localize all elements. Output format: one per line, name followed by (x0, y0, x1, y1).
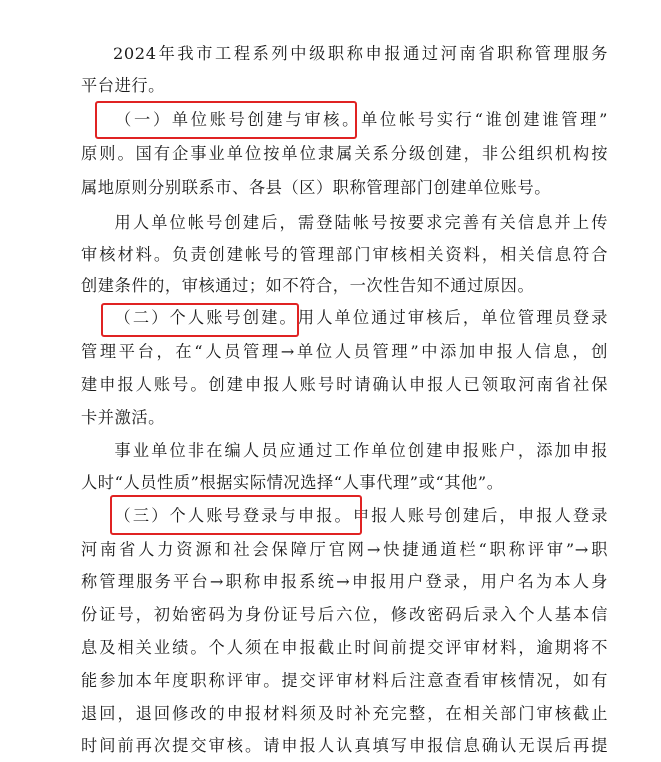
section-heading-3: （三）个人账号登录与申报。 (113, 506, 353, 525)
paragraph-6-line-4: 份证号，初始密码为身份证号后六位，修改密码后录入个人基本信 (81, 605, 608, 624)
paragraph-3-line-2: 审核材料。负责创建帐号的管理部门审核相关资料，相关信息符合 (81, 245, 608, 264)
paragraph-6-line-1: （三）个人账号登录与申报。申报人账号创建后，申报人登录 (113, 506, 608, 525)
paragraph-4-line-1: （二）个人账号创建。用人单位通过审核后，单位管理员登录 (113, 308, 609, 327)
paragraph-1-line-1: 2024年我市工程系列中级职称申报通过河南省职称管理服务 (113, 44, 608, 63)
paragraph-1-line-2: 平台进行。 (81, 76, 165, 95)
section-heading-1: （一）单位账号创建与审核。 (113, 110, 362, 129)
paragraph-3-line-1: 用人单位帐号创建后，需登陆帐号按要求完善有关信息并上传 (113, 213, 608, 232)
section-heading-2: （二）个人账号创建。 (113, 308, 298, 327)
paragraph-6-line-5: 息及相关业绩。个人须在申报截止时间前提交评审材料，逾期将不 (81, 638, 608, 657)
paragraph-4-line-2: 管理平台，在“人员管理→单位人员管理”中添加申报人信息，创 (81, 342, 608, 361)
paragraph-6-line-3: 称管理服务平台→职称申报系统→申报用户登录，用户名为本人身 (81, 572, 608, 591)
paragraph-4-line-3: 建申报人账号。创建申报人账号时请确认申报人已领取河南省社保 (81, 375, 608, 394)
paragraph-4-line-4: 卡并激活。 (81, 408, 165, 427)
paragraph-6-line-6: 能参加本年度职称评审。提交评审材料后注意查看审核情况，如有 (81, 671, 608, 690)
paragraph-5-line-1: 事业单位非在编人员应通过工作单位创建申报账户，添加申报 (113, 441, 608, 460)
paragraph-6-line-2: 河南省人力资源和社会保障厅官网→快捷通道栏“职称评审”→职 (81, 540, 608, 559)
paragraph-2-line-1: （一）单位账号创建与审核。单位帐号实行“谁创建谁管理” (113, 110, 608, 129)
paragraph-6-line-8: 时间前再次提交审核。请申报人认真填写申报信息确认无误后再提 (81, 736, 608, 755)
paragraph-6-line-7: 退回，退回修改的申报材料须及时补充完整，在相关部门审核截止 (81, 704, 608, 723)
paragraph-5-line-2: 人时“人员性质”根据实际情况选择“人事代理”或“其他”。 (81, 473, 504, 492)
paragraph-2-line-2: 原则。国有企事业单位按单位隶属关系分级创建，非公组织机构按 (81, 144, 608, 163)
paragraph-3-line-3: 创建条件的，审核通过；如不符合，一次性告知不通过原因。 (81, 276, 535, 295)
paragraph-2-line-3: 属地原则分别联系市、各县（区）职称管理部门创建单位账号。 (81, 178, 552, 197)
